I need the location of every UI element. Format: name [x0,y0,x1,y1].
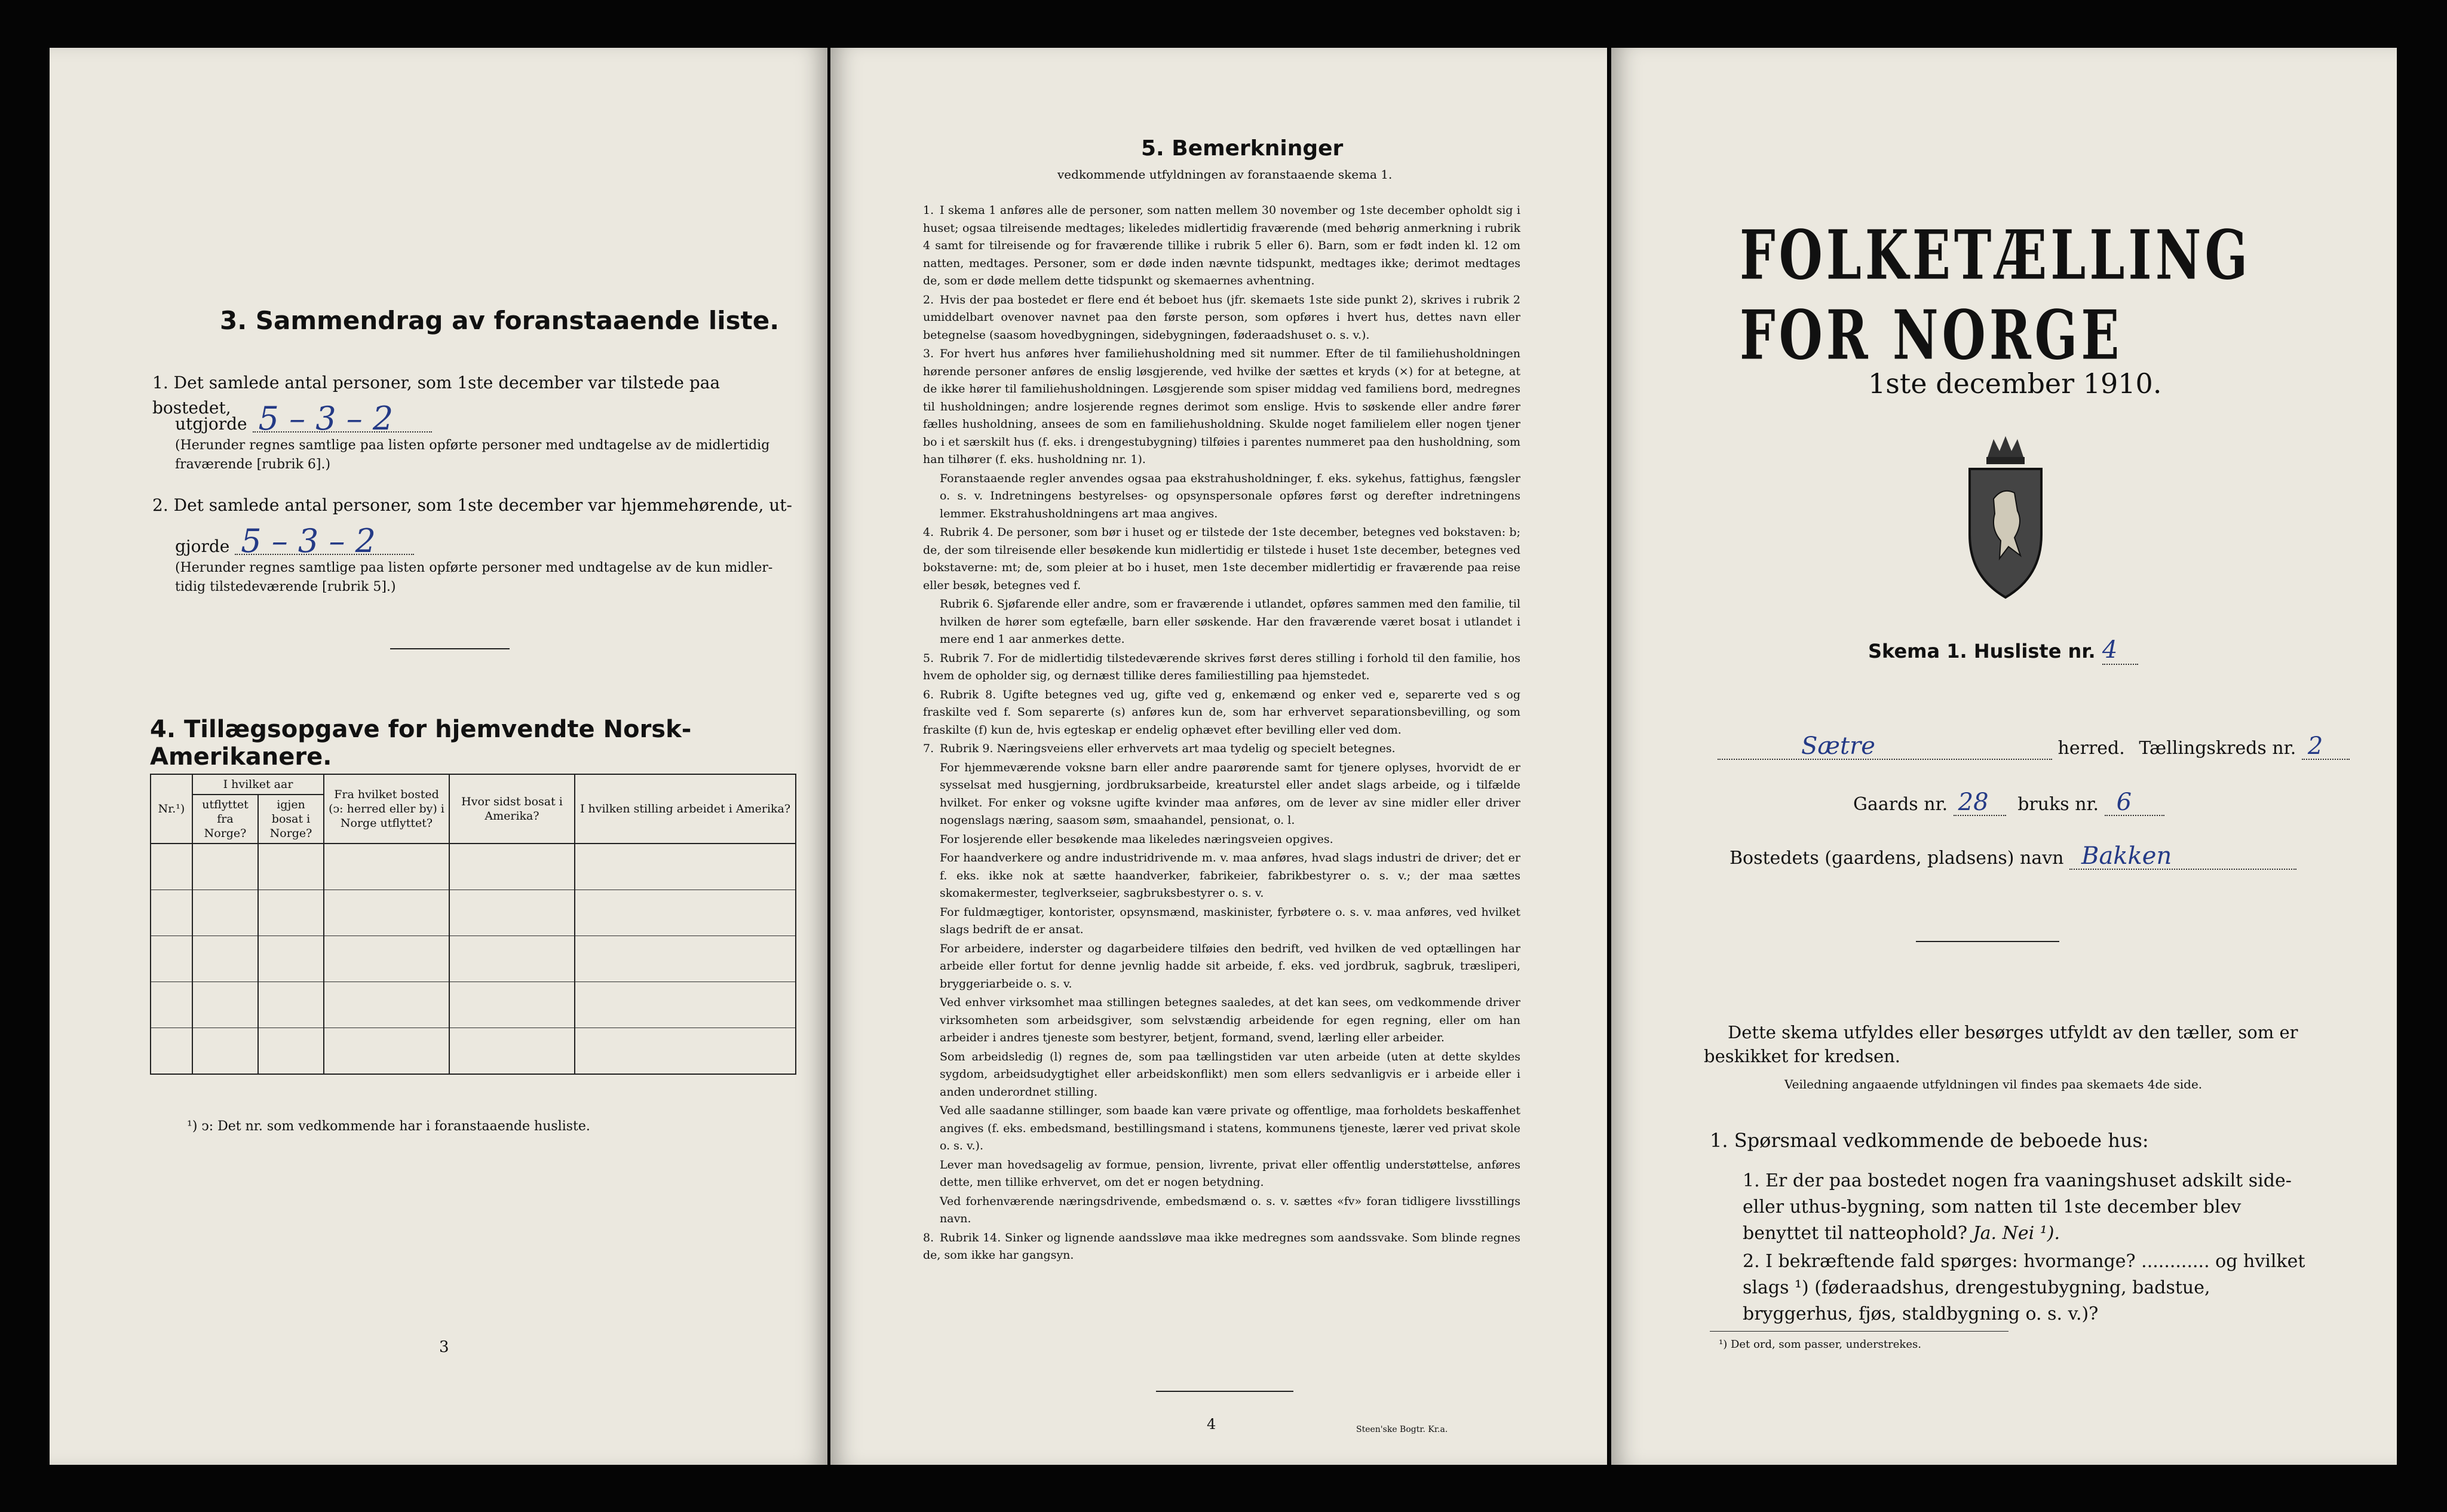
summary-item-2-value: 5 – 3 – 2 [235,529,414,555]
remark-text: Som arbeidsledig (l) regnes de, som paa tællingstiden var uten arbeide (uten at dette skyldes sygdom, arbeidsudygtighet eller arbeidskonflikt) men som ellers sedvanligvis er i arbeide eller i anden underordnet stilling. [940,1050,1520,1099]
summary-item-1-note-2: fraværende [rubrik 6].) [175,457,331,472]
remarks-subtitle: vedkommende utfyldningen av foranstaaende skema 1. [1057,167,1393,182]
question-1 [1743,1168,2307,1247]
page-3 [50,48,827,1465]
col-returned: igjen bosat i Norge? [258,795,324,844]
page-number-4: 4 [1207,1416,1216,1433]
table-row [151,844,796,890]
bosted-label: Bostedets (gaardens, pladsens) navn [1730,848,2064,869]
table-row [151,936,796,982]
summary-item-2-text: 2. Det samlede antal personer, som 1ste december var hjemmehørende, ut- [152,495,792,515]
remark-text: Ved enhver virksomhet maa stillingen betegnes saaledes, at det kan sees, om vedkommende driver virksomheten som arbeidsgiver, som selvstændig arbeidende for egen regning, eller om han arbeider i andres tjeneste som bestyrer, betjent, formand, svend, lærling eller arbeider. [940,996,1520,1044]
remark-text: For losjerende eller besøkende maa likeledes næringsveien opgives. [940,832,1333,846]
remark-text: Hvis der paa bostedet er flere end ét beboet hus (jfr. skemaets 1ste side punkt 2), skrives i rubrik 2 umiddelbart ovenover navnet paa den første person, som opføres i hvert hus, dettes navn eller betegnelse (saasom hovedbygningen, sidebygningen, føderaadshuset o. s. v.). [923,293,1520,342]
question-1-answer: Ja. Nei ¹). [1973,1223,2060,1244]
remark-item [923,1048,1520,1102]
summary-item-2-note-1: (Herunder regnes samtlige paa listen opførte personer med undtagelse av de kun midler- [175,560,773,575]
col-emigrated: utflyttet fra Norge? [192,795,258,844]
remarks-title: 5. Bemerkninger [1141,136,1344,161]
col-nr: Nr.¹) [151,774,192,844]
remark-text: For haandverkere og andre industridrivende m. v. maa anføres, hvad slags industri de driver; det er f. eks. ikke nok at sætte haandverker, fabrikeier, fabrikbestyrer o. s. v.; der maa sættes skomakermester, teglverkseier, sagbruksbestyrer o. s. v. [940,851,1520,900]
footnote-rule [1710,1331,2008,1332]
remark-item [923,740,1520,758]
norsk-amerikanere-table [150,774,796,1075]
husliste-nr-value: 4 [2102,636,2138,665]
remark-number: 4. [923,526,934,539]
page-1 [1611,48,2397,1465]
page-number-3: 3 [439,1338,449,1356]
remark-item [923,1193,1520,1228]
remark-item [923,849,1520,903]
remark-number: 6. [923,688,934,701]
summary-item-1-text: 1. Det samlede antal personer, som 1ste december var tilstede paa bostedet, [152,373,720,418]
table-row [151,1028,796,1075]
remark-item [923,1229,1520,1265]
remark-item [923,650,1520,685]
kreds-label: Tællingskreds nr. [2139,738,2296,759]
remark-number: 2. [923,293,934,306]
bosted-line [1730,844,2296,871]
section-3-title: 3. Sammendrag av foranstaaende liste. [220,306,780,335]
question-1-text: 1. Er der paa bostedet nogen fra vaaningshuset adskilt side- eller uthus-bygning, som natten til 1ste december blev benyttet til natteophold? [1743,1170,2292,1244]
remark-item [923,1102,1520,1155]
remarks-list [923,202,1520,1266]
remark-text: Ved forhenværende næringsdrivende, embedsmænd o. s. v. sættes «fv» foran tidligere livsstillings navn. [940,1194,1520,1225]
gaards-value: 28 [1954,790,2006,816]
kreds-value: 2 [2302,734,2350,760]
herred-line [1718,734,2350,761]
table-footnote: ¹) ↄ: Det nr. som vedkommende har i foranstaaende husliste. [187,1119,590,1134]
census-date: 1ste december 1910. [1868,367,2162,400]
remark-item [923,470,1520,523]
remark-item [923,345,1520,469]
summary-item-2-note-2: tidig tilstedeværende [rubrik 5].) [175,579,396,594]
remark-text: Foranstaaende regler anvendes ogsaa paa ekstrahusholdninger, f. eks. sykehus, fattighus, fængsler o. s. v. Indretningens bestyrelses- og opsynspersonale opføres først og derefter indretningens lemmer. Ekstrahusholdningens art maa angives. [940,471,1520,520]
remark-item [923,596,1520,649]
bruks-label: bruks nr. [2017,794,2099,815]
remark-item [923,686,1520,740]
remark-item [923,202,1520,290]
remark-text: Rubrik 4. De personer, som bør i huset og er tilstede der 1ste december, betegnes ved bokstaven: b; de, der som tilreisende eller besøkende kun midlertidig er tilstede i huset 1ste december, betegnes ved bokstaverne: mt; de, som pleier at bo i huset, men 1ste december midlertidig er fraværende paa reise eller besøk, betegnes ved f. [923,526,1520,592]
remark-item [923,1157,1520,1192]
remark-text: For fuldmægtiger, kontorister, opsynsmænd, maskinister, fyrbøtere o. s. v. maa anføres, ved hvilket slags bedrift de er ansat. [940,905,1520,936]
page-4 [830,48,1607,1465]
remark-item [923,940,1520,993]
remark-text: Rubrik 9. Næringsveiens eller erhvervets art maa tydelig og specielt betegnes. [940,742,1396,755]
remark-number: 8. [923,1231,934,1244]
gaards-label: Gaards nr. [1853,794,1948,815]
remark-number: 1. [923,204,934,217]
remark-text: For hvert hus anføres hver familiehusholdning med sit nummer. Efter de til familiehusholdningen hørende personer anføres de enslig løsgjerende, ved hvilke der sættes et kryds (×) for at betegne, at de ikke hører til familiehusholdningen. Løsgjerende som spiser middag ved familiens bord, medregnes til husholdningen; andre losjerende regnes derimot som enslige. Hvis to søskende eller andre fører fælles husholdning, ansees de som en familiehusholdning. Skulde noget familielem eller nogen tjener bo i et særskilt hus (f. eks. i drengestubygning) tilføies i parentes nummeret paa den husholdning, som han tilhører (f. eks. husholdning nr. 1). [923,347,1520,466]
summary-item-1-value: 5 – 3 – 2 [253,406,432,433]
remark-text: Ved alle saadanne stillinger, som baade kan være private og offentlige, maa forholdets beskaffenhet angives (f. eks. embedsmand, bestillingsmand i statens, kommunens tjeneste, lærer ved privat skole o. s. v.). [940,1104,1520,1152]
herred-label: herred. [2057,738,2125,759]
remark-number: 3. [923,347,934,360]
remark-item [923,831,1520,849]
remark-item [923,904,1520,939]
questions-title: 1. Spørsmaal vedkommende de beboede hus: [1710,1129,2149,1152]
col-last-america: Hvor sidst bosat i Amerika? [449,774,575,844]
remark-item [923,292,1520,345]
intro-text: Dette skema utfyldes eller besørges utfyldt av den tæller, som er beskikket for kredsen. [1704,1022,2298,1066]
section-4-title: 4. Tillægsopgave for hjemvendte Norsk-Amerikanere. [150,716,692,771]
page-1-footnote: ¹) Det ord, som passer, understrekes. [1719,1338,1921,1351]
remark-text: Rubrik 7. For de midlertidig tilstedeværende skrives først deres stilling i forhold til den familie, hos hvem de opholder sig, og dernæst tillike deres familiestilling paa hjemstedet. [923,651,1520,682]
remark-text: I skema 1 anføres alle de personer, som natten mellem 30 november og 1ste december opholdt sig i huset; ogsaa tilreisende medtages; likeledes midlertidig fraværende (med behørig anmerkning i rubrik 4 samt for tilreisende og for fraværende tillike i rubrik 5 eller 6). Barn, som er født inden kl. 12 om natten, medtages. Personer, som er døde inden nævnte tidspunkt, medtages ikke; derimot medtages de, som er døde mellem dette tidspunkt og skemaernes avhentning. [923,204,1520,287]
remark-item [923,759,1520,830]
herred-value: Sætre [1718,734,2052,760]
remark-text: For arbeidere, inderster og dagarbeidere tilføies den bedrift, ved hvilken de ved optællingen har arbeide eller fortut for denne jevnlig hadde sit arbeide, f. eks. ved jordbruk, sagbruk, træsliperi, bryggeriarbeide o. s. v. [940,941,1520,990]
summary-item-1-prefix: utgjorde [175,414,247,434]
printer-imprint: Steen'ske Bogtr. Kr.a. [1356,1425,1448,1434]
schema-line [1868,636,2138,665]
intro-guidance: Veiledning angaaende utfyldningen vil findes paa skemaets 4de side. [1784,1077,2203,1091]
divider [1916,941,2059,942]
remark-text: Rubrik 8. Ugifte betegnes ved ug, gifte ved g, enkemænd og enker ved e, separerte ved s og fraskilte ved f. Som separerte (s) anføres kun de, som har erhvervet separationsbevilling, og som fraskilte (f) kun de, hvis egteskap er endelig ophævet efter bevilling eller ved dom. [923,688,1520,737]
divider [390,648,510,649]
col-group-year: I hvilket aar [192,774,324,795]
summary-item-1-note-1: (Herunder regnes samtlige paa listen opførte personer med undtagelse av de midlertidig [175,438,770,453]
census-title: FOLKETÆLLING FOR NORGE [1740,215,2252,375]
remark-item [923,524,1520,594]
col-from-where: Fra hvilket bosted (ↄ: herred eller by) i Norge utflyttet? [324,774,449,844]
remark-text: Lever man hovedsagelig av formue, pension, livrente, privat eller offentlig understøttelse, anføres dette, men tillike erhvervet, om det er nogen betydning. [940,1158,1520,1189]
bruks-value: 6 [2105,790,2164,816]
bosted-value: Bakken [2069,844,2296,870]
coat-of-arms-icon [1958,433,2053,600]
remark-number: 7. [923,742,934,755]
table-row [151,890,796,936]
table-row [151,982,796,1028]
summary-item-1-line [175,400,432,437]
question-2: 2. I bekræftende fald spørges: hvormange? ............ og hvilket slags ¹) (føderaadshus, drengestubygning, badstue, bryggerhus, fjøs, staldbygning o. s. v.)? [1743,1251,2305,1324]
gaards-line [1853,790,2164,817]
divider [1156,1391,1293,1392]
remark-number: 5. [923,651,934,665]
remark-text: For hjemmeværende voksne barn eller andre paarørende samt for tjenere oplyses, hvorvidt de er sysselsat med husgjerning, jordbruksarbeide, kreaturstel eller andet slags arbeide, og i tilfælde hvilket. For enker og voksne ugifte kvinder maa anføres, om de lever av sine midler eller driver nogenslags næring, saasom søm, smaahandel, pensionat, o. l. [940,760,1520,827]
remark-text: Rubrik 6. Sjøfarende eller andre, som er fraværende i utlandet, opføres sammen med den familie, til hvilken de hører som egtefælle, barn eller søskende. Har den fraværende været bosat i utlandet i mere end 1 aar anmerkes dette. [940,597,1520,646]
summary-item-2-prefix: gjorde [175,536,230,556]
remark-text: Rubrik 14. Sinker og lignende aandssløve maa ikke medregnes som aandssvake. Som blinde regnes de, som ikke har gangsyn. [923,1231,1520,1262]
summary-item-2-line [175,522,414,560]
schema-label: Skema 1. Husliste nr. [1868,640,2096,663]
remark-item [923,994,1520,1047]
col-position: I hvilken stilling arbeidet i Amerika? [575,774,796,844]
